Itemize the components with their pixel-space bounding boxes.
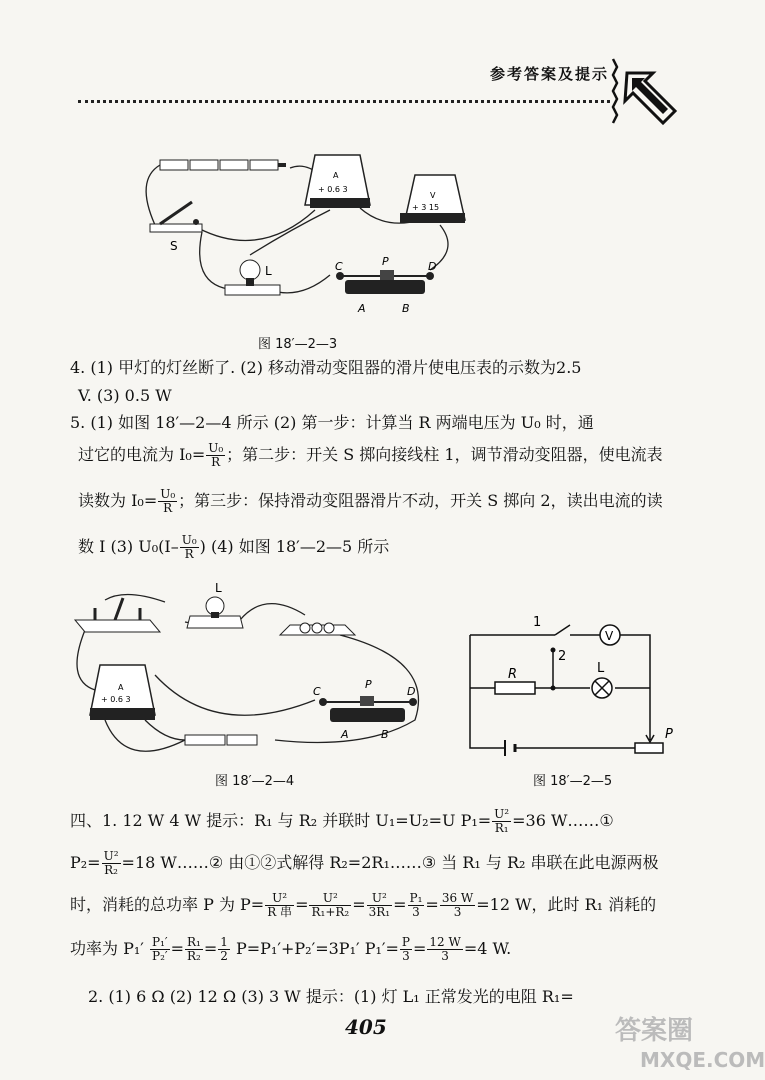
ammeter-label: A bbox=[118, 683, 124, 692]
ammeter-label: A bbox=[333, 171, 339, 180]
battery-pack bbox=[185, 735, 257, 745]
label-S: S bbox=[170, 239, 178, 253]
single-pole-double-throw-switch bbox=[75, 598, 160, 632]
voltmeter-scale: + 3 15 bbox=[412, 203, 440, 212]
label-B: B bbox=[402, 302, 410, 315]
label-V: V bbox=[605, 629, 614, 643]
text-line-2: V. (3) 0.5 W bbox=[78, 386, 172, 405]
page-number: 405 bbox=[345, 1015, 387, 1039]
rheostat-symbol bbox=[635, 743, 663, 753]
caption-fig-18-2-5: 图 18′—2—5 bbox=[533, 774, 613, 789]
ammeter bbox=[305, 155, 370, 208]
ammeter bbox=[90, 665, 155, 720]
label-L: L bbox=[265, 264, 272, 278]
schematic-figure-18-2-5 bbox=[460, 610, 690, 760]
label-B: B bbox=[381, 728, 389, 741]
label-A: A bbox=[341, 728, 349, 741]
label-A: A bbox=[358, 302, 366, 315]
text-line-6: 数 I (3) U₀(I– $\frac{\text{U₀}}{R}$ ) (4) 如图 18′—2—5 所示 bbox=[78, 533, 390, 561]
watermark-logo: 答案圈 bbox=[615, 1016, 694, 1046]
lamp bbox=[187, 597, 243, 628]
knife-switch bbox=[150, 202, 202, 232]
label-R: R bbox=[508, 667, 518, 682]
label-P: P bbox=[665, 727, 673, 742]
watermark-url: MXQE.COM bbox=[640, 1048, 765, 1072]
header-arrow-icon bbox=[605, 55, 680, 130]
ammeter-scale: + 0.6 3 bbox=[101, 695, 131, 704]
caption-fig-18-2-4: 图 18′—2—4 bbox=[215, 774, 295, 789]
label-D: D bbox=[407, 685, 416, 698]
header-title: 参考答案及提示 bbox=[490, 65, 610, 83]
resistor-R bbox=[495, 682, 535, 694]
label-C: C bbox=[335, 260, 343, 273]
text-line-11: 2. (1) 6 Ω (2) 12 Ω (3) 3 W 提示：(1) 灯 L₁ 正常发光的电阻 R₁= bbox=[88, 987, 574, 1006]
label-L: L bbox=[597, 661, 605, 676]
lamp bbox=[225, 260, 280, 295]
text-line-8: P₂= $\frac{\text{U²}}{\text{R₂}}$ =18 W……② 由①②式解得 R₂=2R₁……③ 当 R₁ 与 R₂ 串联在此电源两极 bbox=[70, 849, 659, 877]
text-line-3: 5. (1) 如图 18′—2—4 所示 (2) 第一步：计算当 R 两端电压为 U₀ 时，通 bbox=[70, 413, 594, 432]
label-P: P bbox=[382, 255, 389, 268]
label-P: P bbox=[365, 678, 372, 691]
rheostat bbox=[336, 270, 434, 294]
text-line-5: 读数为 I₀= $\frac{\text{U₀}}{R}$ ；第三步：保持滑动变阻器滑片不动，开关 S 掷向 2，读出电流的读 bbox=[78, 487, 663, 515]
text-line-7: 四、1. 12 W 4 W 提示：R₁ 与 R₂ 并联时 U₁=U₂=U P₁= $\frac{\text{U²}}{\text{R₁}}$ =36 W……① bbox=[70, 807, 614, 835]
battery-holder bbox=[280, 623, 355, 635]
ammeter-scale: + 0.6 3 bbox=[318, 185, 348, 194]
text-line-10: 功率为 P₁′ $\frac{\text{P₁′}}{\text{P₂′}}$ = $\frac{\text{R₁}}{\text{R₂}}$ = $\frac{1}{2}$ P=P₁′+P₂′=3P₁′ P₁′= $\frac{P}{3}$ = $\frac{12 W}{3}$ =4 W. bbox=[70, 935, 512, 963]
text-line-9: 时，消耗的总功率 P 为 P= $\frac{\text{U²}}{\text{R 串}}$ = $\frac{\text{U²}}{\text{R₁+R₂}}$ = $\frac{\text{U²}}{\text{3R₁}}$ = $\frac{\text{P₁}}{3}$ = $\frac{36 W}{3}$ =12 W，此时 R₁ 消耗的 bbox=[70, 891, 657, 919]
battery-pack bbox=[160, 160, 286, 170]
text-line-4: 过它的电流为 I₀= $\frac{\text{U₀}}{R}$ ；第二步：开关 S 掷向接线柱 1，调节滑动变阻器，使电流表 bbox=[78, 441, 663, 469]
rheostat bbox=[319, 696, 417, 722]
label-C: C bbox=[313, 685, 321, 698]
voltmeter bbox=[400, 175, 465, 223]
header-dotted-rule bbox=[78, 100, 610, 103]
label-terminal-2: 2 bbox=[558, 649, 567, 664]
text-line-1: 4. (1) 甲灯的灯丝断了. (2) 移动滑动变阻器的滑片使电压表的示数为2.5 bbox=[70, 358, 582, 377]
label-L: L bbox=[215, 581, 222, 595]
circuit-figure-18-2-3 bbox=[130, 150, 470, 330]
label-terminal-1: 1 bbox=[533, 615, 542, 630]
label-D: D bbox=[428, 260, 437, 273]
caption-fig-18-2-3: 图 18′—2—3 bbox=[258, 337, 338, 352]
voltmeter-label: V bbox=[430, 191, 436, 200]
circuit-figure-18-2-4 bbox=[65, 580, 435, 770]
